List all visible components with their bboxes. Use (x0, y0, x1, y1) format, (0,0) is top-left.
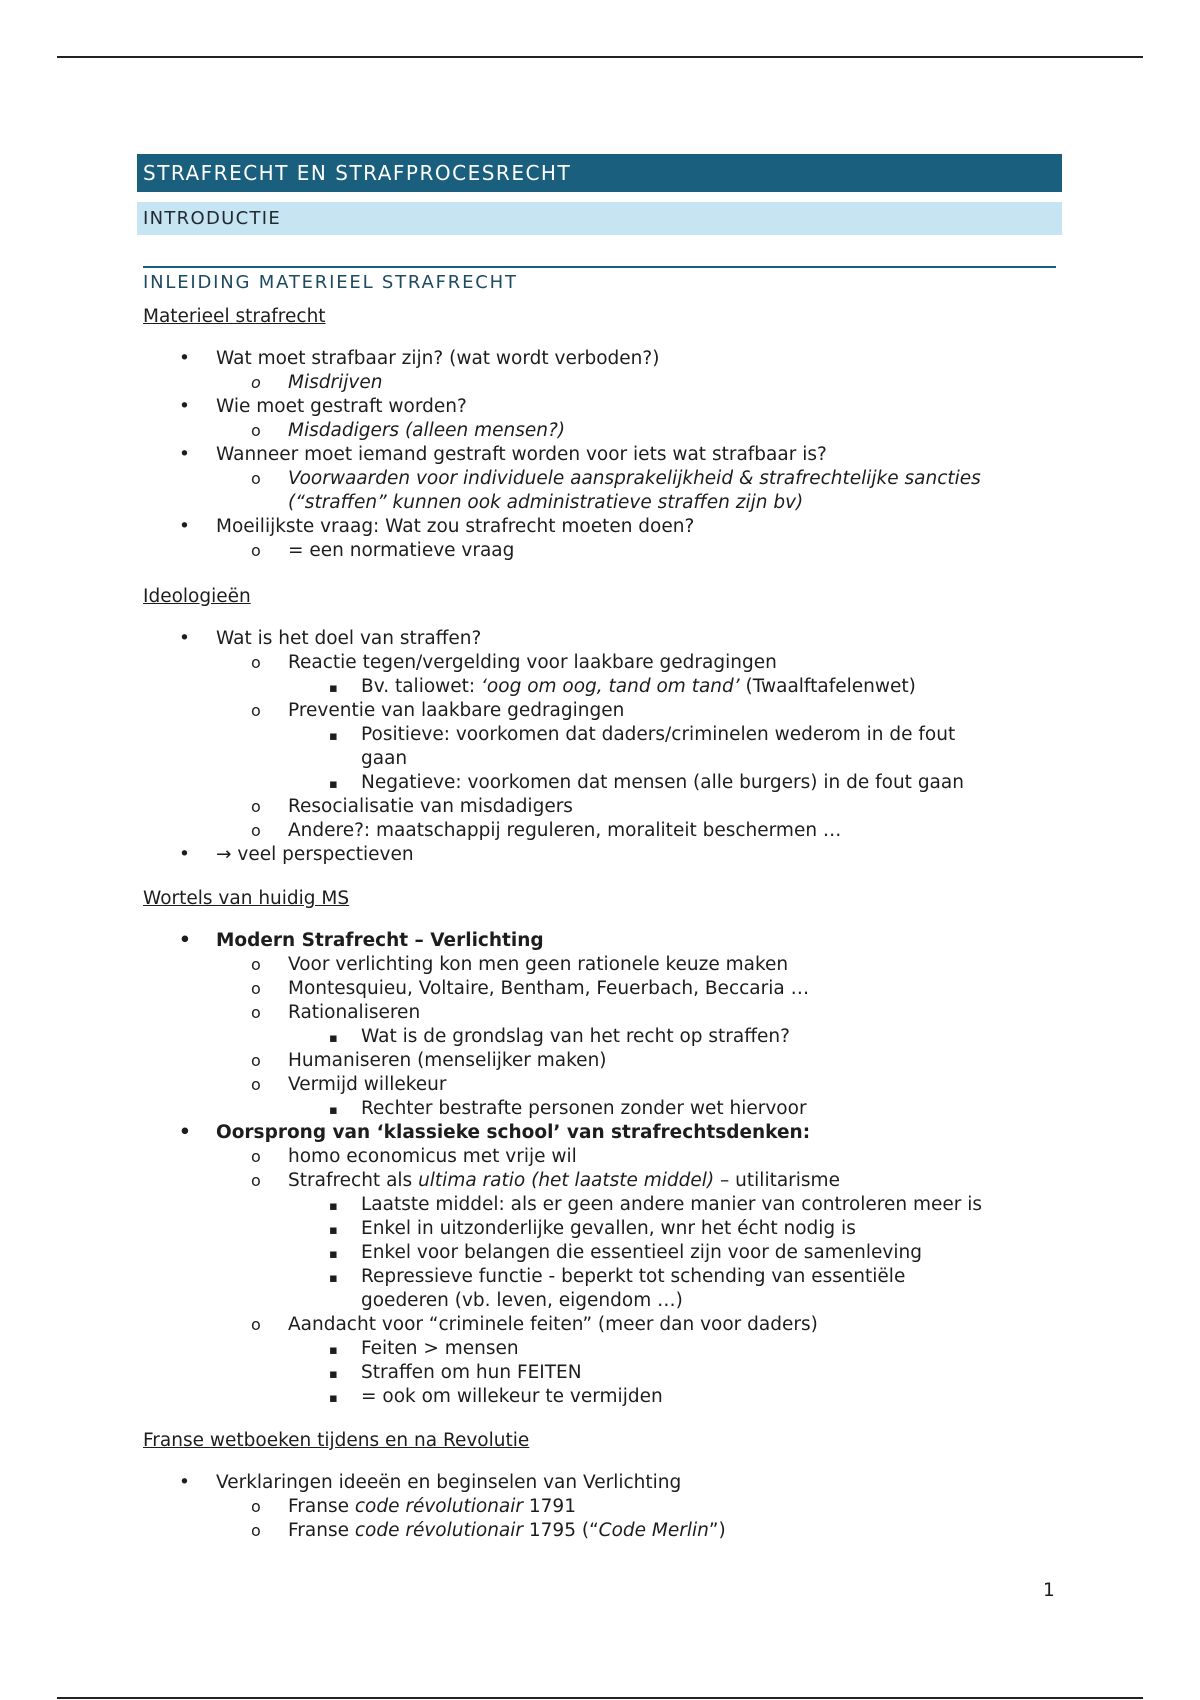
document-body (143, 305, 1056, 1560)
bullet-icon: o (251, 955, 261, 974)
bullet-icon: ▪ (329, 777, 338, 792)
section-title: Ideologieën (143, 586, 251, 607)
bullet-icon: o (251, 653, 261, 672)
bullet-icon: • (179, 444, 190, 465)
bullet-icon: o (251, 821, 261, 840)
list-item: o Resocialisatie van misdadigers (251, 796, 573, 817)
bullet-icon: o (251, 1521, 261, 1540)
list-item: ▪ Straffen om hun FEITEN (143, 1361, 1056, 1385)
section-franse (143, 1429, 1056, 1543)
bullet-icon: o (251, 1171, 261, 1190)
list-item: o Voorwaarden voor individuele aansprakelijkheid & strafrechtelijke sancties (“straffen” kunnen ook administratieve straffen zijn bv) (251, 468, 981, 513)
list-item: • Wat moet strafbaar zijn? (wat wordt verboden?) (179, 348, 660, 369)
list-item: • Wie moet gestraft worden? (179, 396, 467, 417)
bullet-icon: ▪ (329, 1271, 338, 1286)
bullet-icon: o (251, 1051, 261, 1070)
list-item: ▪ Bv. taliowet: ‘oog om oog, tand om tand’ (Twaalftafelenwet) (143, 675, 1056, 699)
list-item: o Andere?: maatschappij reguleren, moraliteit beschermen … (251, 820, 842, 841)
list-item: ▪ Rechter bestrafte personen zonder wet hiervoor (143, 1097, 1056, 1121)
section-ideologieen (143, 585, 1056, 867)
bullet-icon: o (251, 797, 261, 816)
section-title: Franse wetboeken tijdens en na Revolutie (143, 1430, 530, 1451)
bullet-icon: • (179, 844, 190, 865)
list-item: o Voor verlichting kon men geen rationele keuze maken (251, 954, 789, 975)
bullet-icon: ▪ (329, 1199, 338, 1214)
list-item: o Humaniseren (menselijker maken) (251, 1050, 607, 1071)
list-item: o Rationaliseren (251, 1002, 421, 1023)
list-item: o Reactie tegen/vergelding voor laakbare gedragingen (251, 652, 777, 673)
list-item: • Oorsprong van ‘klassieke school’ van strafrechtsdenken: (179, 1122, 811, 1143)
list-item: o Montesquieu, Voltaire, Bentham, Feuerbach, Beccaria … (251, 978, 810, 999)
list-item: • Verklaringen ideeën en beginselen van Verlichting (179, 1472, 682, 1493)
bullet-icon: o (251, 421, 261, 440)
list-item: ▪ Negatieve: voorkomen dat mensen (alle burgers) in de fout gaan (143, 771, 1056, 795)
bullet-icon: o (251, 373, 261, 392)
list-item: • Wanneer moet iemand gestraft worden voor iets wat strafbaar is? (179, 444, 827, 465)
bullet-icon: ▪ (329, 1031, 338, 1046)
list-item: o = een normatieve vraag (251, 540, 515, 561)
list-item: • Wat is het doel van straffen? (179, 628, 482, 649)
list-item: o Misdadigers (alleen mensen?) (251, 420, 566, 441)
list-item: ▪ Repressieve functie - beperkt tot schending van essentiële goederen (vb. leven, eigendom …) (329, 1266, 906, 1311)
list-item: o Vermijd willekeur (251, 1074, 447, 1095)
list-item: ▪ Enkel voor belangen die essentieel zijn voor de samenleving (143, 1241, 1056, 1265)
list-item: o Franse code révolutionair 1791 (251, 1496, 576, 1517)
page-number: 1 (1043, 1580, 1055, 1601)
list-item: o Preventie van laakbare gedragingen (251, 700, 625, 721)
heading-3: INLEIDING MATERIEEL STRAFRECHT (143, 272, 518, 293)
bullet-icon: o (251, 979, 261, 998)
bullet-icon: o (251, 1315, 261, 1334)
bullet-icon: ▪ (329, 1103, 338, 1118)
list-item: o homo economicus met vrije wil (251, 1146, 577, 1167)
section-wortels (143, 887, 1056, 1409)
bullet-icon: o (251, 701, 261, 720)
bullet-icon: ▪ (329, 1367, 338, 1382)
list-item: ▪ Feiten > mensen (143, 1337, 1056, 1361)
bullet-icon: ▪ (329, 1223, 338, 1238)
bullet-icon: o (251, 469, 261, 488)
bullet-icon: ▪ (329, 729, 338, 744)
bullet-icon: ▪ (329, 1391, 338, 1406)
section-title: Materieel strafrecht (143, 306, 326, 327)
bullet-icon: ▪ (329, 1343, 338, 1358)
list-item: • Modern Strafrecht – Verlichting (179, 930, 544, 951)
list-item: ▪ Positieve: voorkomen dat daders/criminelen wederom in de fout gaan (329, 724, 956, 769)
heading-2: INTRODUCTIE (137, 202, 1062, 235)
bullet-icon: • (179, 628, 190, 649)
bullet-icon: o (251, 1003, 261, 1022)
section-title: Wortels van huidig MS (143, 888, 350, 909)
bullet-icon: • (179, 930, 191, 951)
list-item: o Misdrijven (251, 372, 383, 393)
section-materieel (143, 305, 1056, 563)
list-item: ▪ Laatste middel: als er geen andere manier van controleren meer is (143, 1193, 1056, 1217)
list-item: ▪ Wat is de grondslag van het recht op straffen? (143, 1025, 1056, 1049)
footer-rule (57, 1697, 1143, 1699)
bullet-icon: ▪ (329, 681, 338, 696)
list-item: • Moeilijkste vraag: Wat zou strafrecht moeten doen? (179, 516, 695, 537)
bullet-icon: • (179, 1122, 191, 1143)
bullet-icon: • (179, 348, 190, 369)
list-item: ▪ Enkel in uitzonderlijke gevallen, wnr het écht nodig is (143, 1217, 1056, 1241)
list-item: o Aandacht voor “criminele feiten” (meer dan voor daders) (251, 1314, 818, 1335)
list-item: ▪ = ook om willekeur te vermijden (143, 1385, 1056, 1409)
bullet-icon: • (179, 396, 190, 417)
bullet-icon: • (179, 1472, 190, 1493)
heading-3-rule (143, 266, 1056, 268)
header-rule (57, 56, 1143, 58)
list-item: • → veel perspectieven (179, 844, 414, 865)
bullet-icon: ▪ (329, 1247, 338, 1262)
bullet-icon: o (251, 1075, 261, 1094)
list-item: o Franse code révolutionair 1795 (“Code Merlin”) (251, 1520, 726, 1541)
bullet-icon: o (251, 541, 261, 560)
bullet-icon: o (251, 1497, 261, 1516)
bullet-icon: • (179, 516, 190, 537)
heading-1: STRAFRECHT EN STRAFPROCESRECHT (137, 154, 1062, 192)
bullet-icon: o (251, 1147, 261, 1166)
list-item: o Strafrecht als ultima ratio (het laatste middel) – utilitarisme (251, 1170, 840, 1191)
